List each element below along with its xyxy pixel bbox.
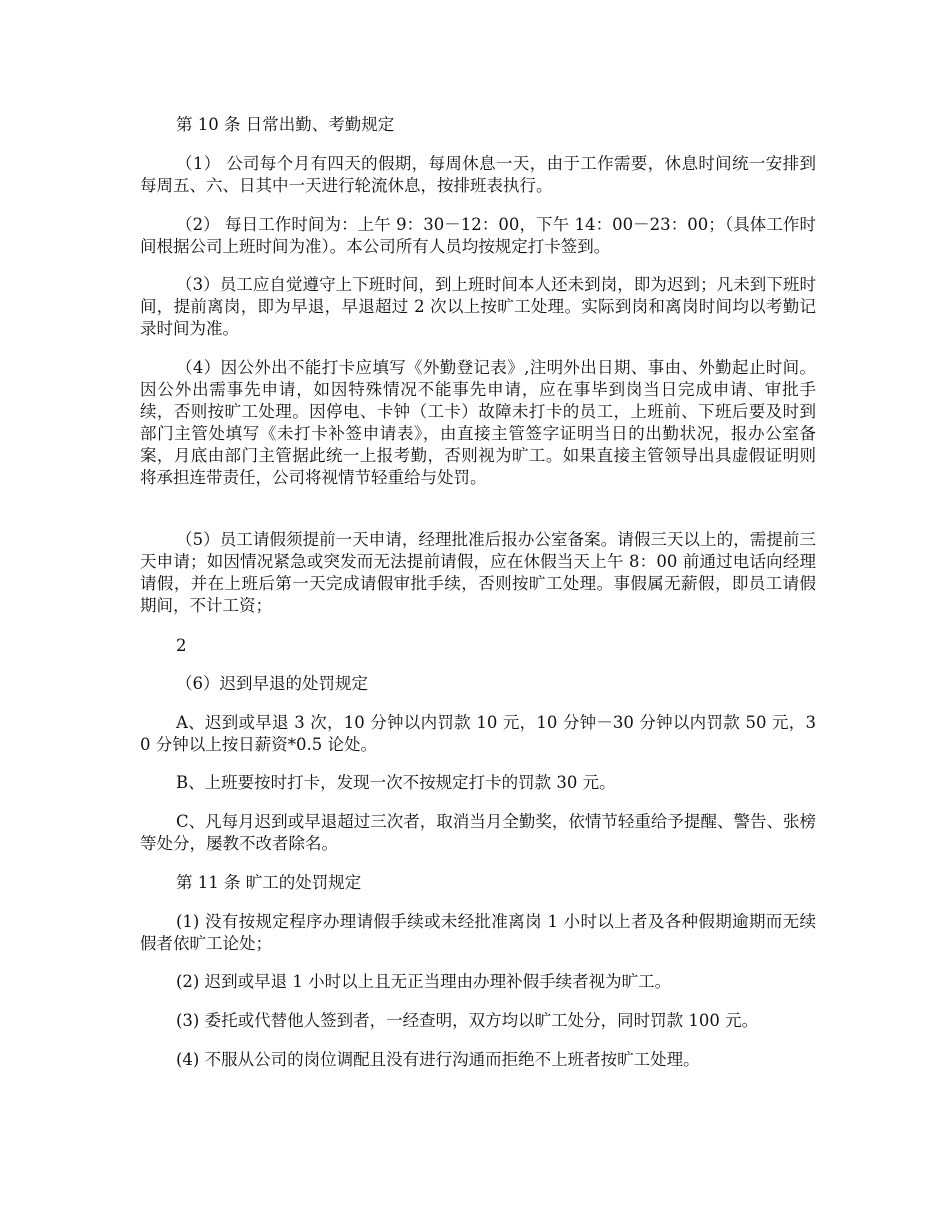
paragraph-rule-3: （3）员工应自觉遵守上下班时间，到上班时间本人还未到岗，即为迟到；凡未到下班时间，提前离岗，即为早退，早退超过 2 次以上按旷工处理。实际到岗和离岗时间均以考勤记录时间为准。	[140, 275, 816, 338]
paragraph-rule-6-heading: （6）迟到早退的处罚规定	[176, 674, 368, 693]
paragraph-absence-4: (4) 不服从公司的岗位调配且没有进行沟通而拒绝不上班者按旷工处理。	[176, 1050, 700, 1069]
paragraph-rule-6b: B、上班要按时打卡，发现一次不按规定打卡的罚款 30 元。	[176, 773, 616, 792]
paragraph-rule-5: （5）员工请假须提前一天申请，经理批准后报办公室备案。请假三天以上的，需提前三天申请；如因情况紧急或突发而无法提前请假，应在休假当天上午 8：00 前通过电话向经理请假，并在上班后第一天完成请假审批手续，否则按旷工处理。事假属无薪假，即员工请假期间，不计工资；	[140, 530, 816, 615]
paragraph-rule-4: （4）因公外出不能打卡应填写《外勤登记表》,注明外出日期、事由、外勤起止时间。因公外出需事先申请，如因特殊情况不能事先申请，应在事毕到岗当日完成申请、审批手续，否则按旷工处理。因停电、卡钟（工卡）故障未打卡的员工，上班前、下班后要及时到部门主管处填写《未打卡补签申请表》，由直接主管签字证明当日的出勤状况，报办公室备案，月底由部门主管据此统一上报考勤，否则视为旷工。如果直接主管领导出具虚假证明则将承担连带责任，公司将视情节轻重给与处罚。	[140, 358, 816, 487]
paragraph-rule-1: （1） 公司每个月有四天的假期，每周休息一天，由于工作需要，休息时间统一安排到每周五、六、日其中一天进行轮流休息，按排班表执行。	[140, 154, 816, 195]
paragraph-rule-6c: C、凡每月迟到或早退超过三次者，取消当月全勤奖，依情节轻重给予提醒、警告、张榜等处分，屡教不改者除名。	[140, 812, 816, 853]
paragraph-absence-2: (2) 迟到或早退 1 小时以上且无正当理由办理补假手续者视为旷工。	[176, 972, 672, 991]
paragraph-rule-2: （2） 每日工作时间为：上午 9：30－12：00，下午 14：00－23：00；（具体工作时间根据公司上班时间为准）。本公司所有人员均按规定打卡签到。	[140, 215, 816, 256]
page-number: 2	[176, 636, 187, 655]
article-10-heading: 第 10 条 日常出勤、考勤规定	[176, 115, 395, 134]
paragraph-absence-1: (1) 没有按规定程序办理请假手续或未经批准离岗 1 小时以上者及各种假期逾期而无续假者依旷工论处；	[140, 912, 816, 953]
paragraph-rule-6a: A、迟到或早退 3 次，10 分钟以内罚款 10 元，10 分钟－30 分钟以内罚款 50 元，30 分钟以上按日薪资*0.5 论处。	[140, 713, 816, 754]
paragraph-absence-3: (3) 委托或代替他人签到者，一经查明，双方均以旷工处分，同时罚款 100 元。	[176, 1011, 759, 1030]
article-11-heading: 第 11 条 旷工的处罚规定	[176, 873, 362, 892]
